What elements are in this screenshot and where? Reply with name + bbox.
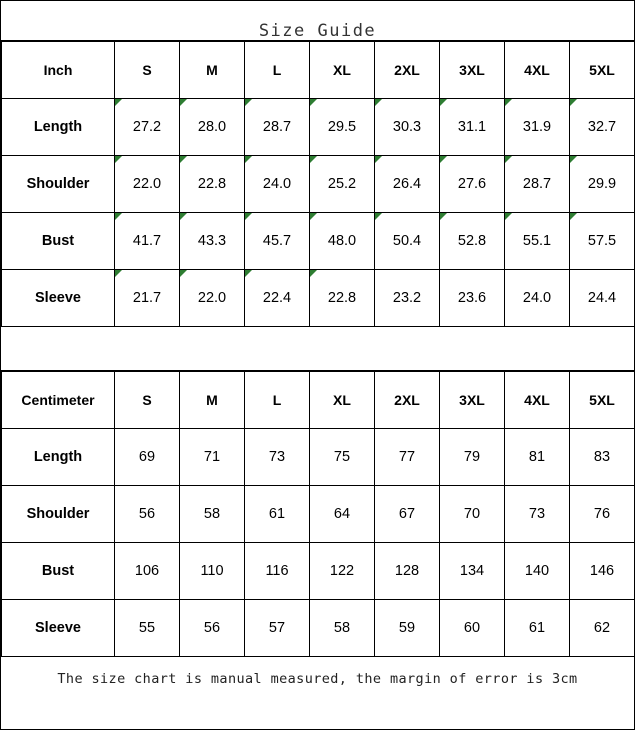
measurement-cell: 55 (115, 600, 180, 657)
inch-table-body (2, 42, 635, 327)
cm-table-body (2, 372, 635, 657)
table-row (2, 429, 635, 486)
measurement-cell: 23.6 (440, 270, 505, 327)
measurement-cell: 73 (245, 429, 310, 486)
measurement-cell: 24.0 (245, 156, 310, 213)
inch-size-table (1, 41, 635, 327)
measurement-cell: 45.7 (245, 213, 310, 270)
measurement-cell: 83 (570, 429, 635, 486)
measurement-cell: 43.3 (180, 213, 245, 270)
measurement-cell: 70 (440, 486, 505, 543)
table-row (2, 486, 635, 543)
measurement-cell: 61 (245, 486, 310, 543)
cm-header-row (2, 372, 635, 429)
inch-size-header: 2XL (375, 42, 440, 99)
measurement-cell: 24.4 (570, 270, 635, 327)
measurement-cell: 22.0 (180, 270, 245, 327)
inch-size-header: 5XL (570, 42, 635, 99)
measurement-cell: 71 (180, 429, 245, 486)
measurement-cell: 22.8 (180, 156, 245, 213)
measurement-disclaimer: The size chart is manual measured, the margin of error is 3cm (57, 671, 578, 687)
measurement-cell: 25.2 (310, 156, 375, 213)
measurement-cell: 52.8 (440, 213, 505, 270)
cm-size-header: M (180, 372, 245, 429)
table-row (2, 213, 635, 270)
measurement-cell: 64 (310, 486, 375, 543)
measurement-cell: 58 (310, 600, 375, 657)
measurement-cell: 50.4 (375, 213, 440, 270)
row-label: Sleeve (2, 270, 115, 327)
cm-size-header: L (245, 372, 310, 429)
measurement-cell: 56 (115, 486, 180, 543)
measurement-cell: 106 (115, 543, 180, 600)
measurement-cell: 27.2 (115, 99, 180, 156)
table-row (2, 270, 635, 327)
measurement-cell: 31.9 (505, 99, 570, 156)
measurement-cell: 62 (570, 600, 635, 657)
measurement-cell: 30.3 (375, 99, 440, 156)
measurement-cell: 28.0 (180, 99, 245, 156)
cm-size-header: 4XL (505, 372, 570, 429)
measurement-cell: 22.8 (310, 270, 375, 327)
measurement-cell: 24.0 (505, 270, 570, 327)
measurement-cell: 57.5 (570, 213, 635, 270)
measurement-cell: 59 (375, 600, 440, 657)
measurement-cell: 48.0 (310, 213, 375, 270)
inch-header-row (2, 42, 635, 99)
table-row (2, 99, 635, 156)
cm-size-header: XL (310, 372, 375, 429)
measurement-cell: 28.7 (245, 99, 310, 156)
row-label: Bust (2, 543, 115, 600)
measurement-cell: 110 (180, 543, 245, 600)
measurement-cell: 22.0 (115, 156, 180, 213)
measurement-cell: 81 (505, 429, 570, 486)
measurement-cell: 57 (245, 600, 310, 657)
table-row (2, 543, 635, 600)
row-label: Shoulder (2, 156, 115, 213)
measurement-cell: 75 (310, 429, 375, 486)
inch-unit-label: Inch (2, 42, 115, 99)
cm-size-header: S (115, 372, 180, 429)
row-label: Length (2, 429, 115, 486)
measurement-cell: 134 (440, 543, 505, 600)
measurement-cell: 29.5 (310, 99, 375, 156)
measurement-cell: 60 (440, 600, 505, 657)
measurement-cell: 55.1 (505, 213, 570, 270)
table-row (2, 156, 635, 213)
measurement-cell: 29.9 (570, 156, 635, 213)
measurement-cell: 56 (180, 600, 245, 657)
measurement-cell: 58 (180, 486, 245, 543)
measurement-cell: 128 (375, 543, 440, 600)
measurement-cell: 146 (570, 543, 635, 600)
measurement-cell: 67 (375, 486, 440, 543)
measurement-cell: 27.6 (440, 156, 505, 213)
measurement-cell: 41.7 (115, 213, 180, 270)
row-label: Sleeve (2, 600, 115, 657)
measurement-cell: 22.4 (245, 270, 310, 327)
measurement-cell: 32.7 (570, 99, 635, 156)
measurement-cell: 73 (505, 486, 570, 543)
cm-size-header: 3XL (440, 372, 505, 429)
inch-size-header: 3XL (440, 42, 505, 99)
measurement-cell: 61 (505, 600, 570, 657)
row-label: Length (2, 99, 115, 156)
cm-table-wrapper (1, 371, 634, 657)
row-label: Shoulder (2, 486, 115, 543)
measurement-cell: 21.7 (115, 270, 180, 327)
measurement-cell: 26.4 (375, 156, 440, 213)
inch-table-wrapper (1, 41, 634, 327)
table-row (2, 600, 635, 657)
inch-size-header: XL (310, 42, 375, 99)
cm-unit-label: Centimeter (2, 372, 115, 429)
table-gap-divider (1, 327, 634, 371)
page-title: Size Guide (258, 21, 377, 41)
measurement-cell: 31.1 (440, 99, 505, 156)
row-label: Bust (2, 213, 115, 270)
inch-size-header: 4XL (505, 42, 570, 99)
measurement-cell: 23.2 (375, 270, 440, 327)
measurement-cell: 79 (440, 429, 505, 486)
inch-size-header: M (180, 42, 245, 99)
cm-size-header: 5XL (570, 372, 635, 429)
measurement-cell: 76 (570, 486, 635, 543)
cm-size-header: 2XL (375, 372, 440, 429)
measurement-cell: 77 (375, 429, 440, 486)
measurement-cell: 140 (505, 543, 570, 600)
measurement-cell: 116 (245, 543, 310, 600)
inch-size-header: S (115, 42, 180, 99)
centimeter-size-table (1, 371, 635, 657)
measurement-cell: 122 (310, 543, 375, 600)
measurement-cell: 69 (115, 429, 180, 486)
measurement-cell: 28.7 (505, 156, 570, 213)
inch-size-header: L (245, 42, 310, 99)
